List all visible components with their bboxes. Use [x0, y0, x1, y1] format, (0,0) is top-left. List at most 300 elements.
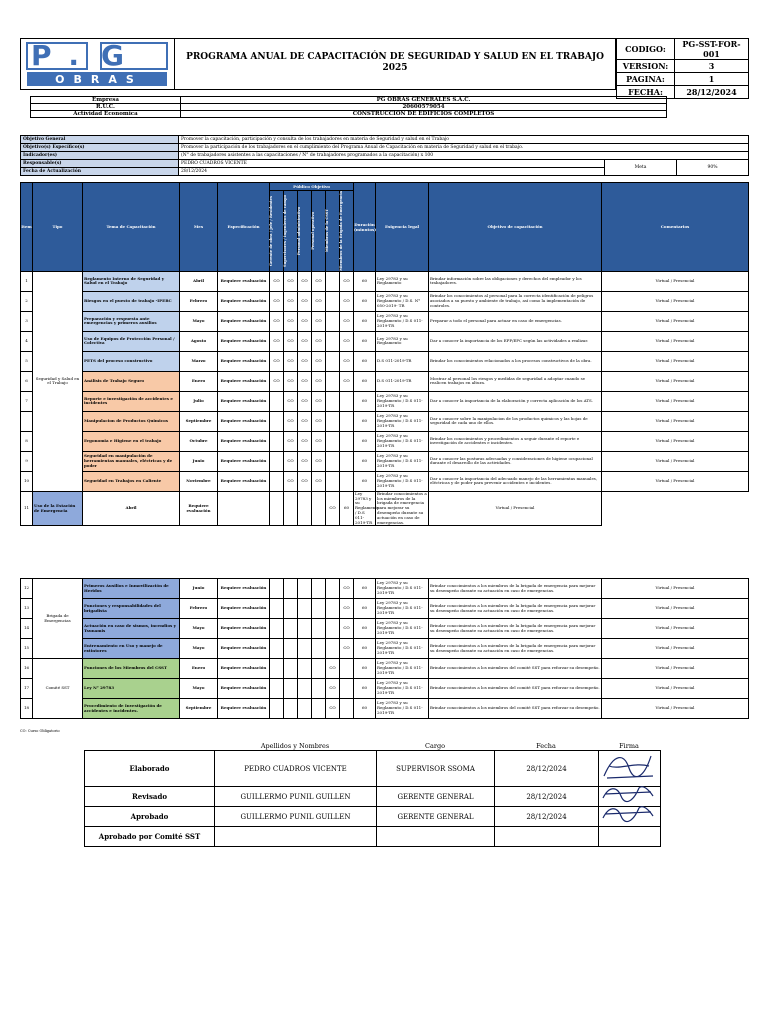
row-tema: Primeros Auxilios e Inmovilización de Heridos	[83, 579, 180, 599]
sig-header-fecha: Fecha	[536, 742, 556, 750]
row-publico-5: CO	[326, 659, 340, 679]
row-publico-5	[326, 579, 340, 599]
fecha-value: 28/12/2024	[675, 86, 749, 99]
row-publico-5	[326, 599, 340, 619]
row-publico-5	[326, 391, 340, 411]
row-publico-3: CO	[298, 351, 312, 371]
row-objetivo: Dar a conocer la importancia del adecuado manejo de las herramientas manuales, eléctricas y de poder para prevenir accidentes e incidentes.	[429, 471, 602, 491]
row-publico-4: CO	[312, 371, 326, 391]
fecha-actualizacion-value: 28/12/2024	[179, 168, 605, 176]
row-objetivo: Brindar conocimientos a los miembros de la brigada de emergencia para mejorar su desempeño durante su actuación en caso de emergencias.	[429, 599, 602, 619]
row-item: 12	[21, 579, 33, 599]
row-duracion: 60	[354, 699, 376, 719]
row-publico-1	[270, 391, 284, 411]
fecha-actualizacion-label: Fecha de Actualización	[21, 168, 179, 176]
row-duracion: 60	[354, 391, 376, 411]
training-table-page-1	[20, 182, 749, 526]
row-publico-3: CO	[298, 271, 312, 291]
table-row	[21, 491, 749, 526]
row-publico-5	[326, 291, 340, 311]
codigo-value: PG-SST-FOR-001	[675, 39, 749, 60]
row-publico-3	[298, 579, 312, 599]
sig-role: Elaborado	[85, 751, 215, 787]
row-publico-3	[284, 491, 298, 526]
row-mes: Mayo	[180, 311, 218, 331]
col-item: Item	[21, 183, 33, 272]
row-mes: Mayo	[180, 639, 218, 659]
row-publico-4: CO	[312, 311, 326, 331]
row-objetivo: Dar a conocer las posturas adecuadas y consideraciones de higiene ocupacional durante el desarrollo de las actividades.	[429, 451, 602, 471]
row-publico-6	[340, 659, 354, 679]
sig-fecha: 28/12/2024	[495, 787, 599, 807]
row-duracion: 60	[354, 271, 376, 291]
row-objetivo: Brindar conocimientos a los miembros de la brigada de emergencia para mejorar su desempeño durante su actuación en caso de emergencias.	[377, 490, 427, 525]
row-publico-2: CO	[284, 291, 298, 311]
row-comentarios: Virtual / Presencial	[602, 351, 749, 371]
row-especificacion: Requiere evaluación	[218, 599, 270, 619]
row-publico-6: CO	[340, 331, 354, 351]
row-publico-1	[270, 579, 284, 599]
col-pub-2: Supervisores / Ingenieros de campo	[283, 194, 287, 267]
row-publico-1: CO	[270, 351, 284, 371]
row-duracion: 60	[354, 579, 376, 599]
col-pub-4: Personal operativo	[311, 212, 315, 250]
row-comentarios: Virtual / Presencial	[602, 391, 749, 411]
sig-cargo	[377, 827, 495, 847]
col-tipo: Tipo	[33, 183, 83, 272]
responsable-label: Responsable(s)	[21, 160, 179, 168]
row-item: 5	[21, 351, 33, 371]
table-row	[21, 619, 749, 639]
row-publico-3: CO	[298, 291, 312, 311]
table-row	[21, 451, 749, 471]
row-publico-2: CO	[284, 411, 298, 431]
row-publico-6	[340, 679, 354, 699]
signatures-header	[84, 742, 660, 750]
row-publico-5	[326, 451, 340, 471]
row-mes: Mayo	[180, 679, 218, 699]
indicador-label: Indicador(es)	[21, 152, 179, 160]
row-comentarios: Virtual / Presencial	[602, 471, 749, 491]
row-exigencia: Ley 29783 y su Reglamento / D.S 011-2019-TR	[376, 311, 429, 331]
signatures-section	[84, 742, 660, 847]
row-objetivo: Brindar conocimientos a los miembros de la brigada de emergencia para mejorar su desempeño durante su actuación en caso de emergencias.	[429, 639, 602, 659]
indicador-value: (N° de trabajadores asistentes a las capacitaciones / N° de trabajadores programados a la capacitación) x 100	[179, 152, 749, 160]
row-item: 3	[21, 311, 33, 331]
row-objetivo: Brindar conocimientos a los miembros del comité SST para reforzar su desempeño.	[429, 699, 602, 719]
row-objetivo: Brindar conocimientos a los miembros de la brigada de emergencia para mejorar su desempeño durante su actuación en caso de emergencias.	[429, 619, 602, 639]
col-tema: Tema de Capacitación	[83, 183, 180, 272]
row-especificacion: Requiere evaluación	[218, 659, 270, 679]
row-item: 1	[21, 271, 33, 291]
table-row	[21, 471, 749, 491]
row-publico-1	[270, 451, 284, 471]
version-value: 3	[675, 60, 749, 73]
row-exigencia: Ley 29783 y su Reglamento / D.S 011-2019-TR	[376, 471, 429, 491]
row-publico-6: CO	[340, 639, 354, 659]
row-mes: Septiembre	[180, 699, 218, 719]
sig-role: Revisado	[85, 787, 215, 807]
row-exigencia: Ley 29783 y su Reglamento / D.S. N° 050-2019- TR	[376, 291, 429, 311]
col-objetivo: Objetivo de capacitación	[429, 183, 602, 272]
meta-label: Meta	[605, 160, 677, 176]
footnote: CO: Curso Obligatorio	[20, 729, 60, 733]
row-publico-6: CO	[340, 291, 354, 311]
table-row	[21, 599, 749, 619]
row-publico-4: CO	[312, 291, 326, 311]
row-objetivo: Mostrar al personal los riesgos y medidas de seguridad a adoptar cuando se realicen trabajos en altura.	[429, 371, 602, 391]
row-item: 13	[21, 599, 33, 619]
sig-role: Aprobado	[85, 807, 215, 827]
row-item: 7	[21, 391, 33, 411]
table-row	[21, 699, 749, 719]
logo-text-bottom: OBRAS	[55, 73, 143, 86]
table-row	[21, 431, 749, 451]
signature-scribble-2	[599, 782, 657, 804]
meta-value: 90%	[677, 160, 749, 176]
row-publico-6: CO	[340, 619, 354, 639]
row-duracion: 60	[354, 291, 376, 311]
row-tema: Riesgos en el puesto de trabajo -IPERC	[83, 291, 180, 311]
row-mes: Enero	[180, 659, 218, 679]
row-comentarios: Virtual / Presencial	[602, 451, 749, 471]
row-publico-5	[326, 619, 340, 639]
sig-cargo: SUPERVISOR SSOMA	[377, 751, 495, 787]
row-especificacion: Requiere evaluación	[218, 639, 270, 659]
row-publico-4	[312, 659, 326, 679]
sig-cargo: GERENTE GENERAL	[377, 807, 495, 827]
ruc-value: 20600579054	[181, 104, 667, 111]
row-duracion: 60	[354, 351, 376, 371]
row-publico-2	[270, 491, 284, 526]
table-row	[21, 639, 749, 659]
row-objetivo: Brindar los conocimientos al personal para la correcta identificación de peligros asociados a su puesto y ambiente de trabajo, así como la implementación de controles.	[429, 291, 602, 311]
sig-fecha: 28/12/2024	[495, 751, 599, 787]
col-comentarios: Comentarios	[602, 183, 749, 272]
pagina-label: PAGINA:	[617, 73, 675, 86]
row-objetivo: Brindar conocimientos a los miembros de la brigada de emergencia para mejorar su desempeño durante su actuación en caso de emergencias.	[429, 579, 602, 599]
row-publico-1: CO	[270, 291, 284, 311]
sig-fecha	[495, 827, 599, 847]
objetivo-general-label: Objetivo General	[21, 136, 179, 144]
row-tema: Entrenamiento en Uso y manejo de extintores	[83, 639, 180, 659]
row-publico-4	[312, 699, 326, 719]
row-comentarios: Virtual / Presencial	[602, 371, 749, 391]
row-publico-4: CO	[312, 391, 326, 411]
ruc-label: R.U.C.	[31, 104, 181, 111]
row-publico-1	[270, 599, 284, 619]
row-comentarios: Virtual / Presencial	[602, 579, 749, 599]
row-publico-4: CO	[312, 451, 326, 471]
table-row	[21, 579, 749, 599]
row-publico-2	[284, 579, 298, 599]
row-comentarios: Virtual / Presencial	[602, 639, 749, 659]
row-duracion: 60	[354, 411, 376, 431]
row-publico-3	[298, 679, 312, 699]
empresa-label: Empresa	[31, 97, 181, 104]
row-publico-3: CO	[298, 411, 312, 431]
row-mes: Septiembre	[180, 411, 218, 431]
signature-row	[85, 787, 661, 807]
row-objetivo: Brindar los conocimientos relacionados a los procesos constructivos de la obra.	[429, 351, 602, 371]
row-exigencia: Ley 29783 y su Reglamento / D.S 011-2019-TR	[376, 431, 429, 451]
row-publico-6	[340, 391, 354, 411]
row-publico-1	[270, 471, 284, 491]
row-publico-6: CO	[326, 491, 340, 526]
table-row	[21, 659, 749, 679]
sig-fecha: 28/12/2024	[495, 807, 599, 827]
row-especificacion: Requiere evaluación	[218, 579, 270, 599]
row-tema: Uso de la Estación de Emergencia	[33, 491, 83, 526]
fecha-label: FECHA:	[617, 86, 675, 99]
row-item: 8	[21, 431, 33, 451]
row-item: 14	[21, 619, 33, 639]
row-tema: Preparación y respuesta ante emergencias y primeros auxilios	[83, 311, 180, 331]
sig-name: PEDRO CUADROS VICENTE	[215, 751, 377, 787]
row-publico-3: CO	[298, 431, 312, 451]
row-objetivo: Dar a conocer la importancia de la elaboración y correcta aplicación de los ATS.	[429, 391, 602, 411]
table-row	[21, 391, 749, 411]
row-mes: Julio	[180, 391, 218, 411]
responsable-value: PEDRO CUADROS VICENTE	[179, 160, 605, 168]
row-tipo: Comité SST	[33, 659, 83, 719]
row-publico-3: CO	[298, 331, 312, 351]
row-especificacion: Requiere evaluación	[218, 351, 270, 371]
row-publico-4	[312, 619, 326, 639]
signature-row	[85, 751, 661, 787]
row-especificacion: Requiere evaluación	[218, 311, 270, 331]
sig-name	[215, 827, 377, 847]
actividad-label: Actividad Economica	[31, 111, 181, 118]
row-exigencia: Ley 29783 y su Reglamento / D.S 011-2019-TR	[376, 639, 429, 659]
logo-text-top: P.G	[31, 39, 146, 72]
row-publico-5	[326, 431, 340, 451]
row-exigencia: Ley 29783 y su Reglamento / D.S 011-2019-TR	[355, 490, 380, 525]
table-row	[21, 411, 749, 431]
empresa-value: PG OBRAS GENERALES S.A.C.	[181, 97, 667, 104]
sig-name: GUILLERMO PUNIL GUILLEN	[215, 807, 377, 827]
sig-role: Aprobado por Comité SST	[85, 827, 215, 847]
row-comentarios: Virtual / Presencial	[602, 291, 749, 311]
row-exigencia: Ley 29783 y su Reglamento / D.S 011-2019-TR	[376, 659, 429, 679]
row-exigencia: Ley 29783 y su Reglamento / D.S 011-2019-TR	[376, 699, 429, 719]
row-publico-4: CO	[312, 271, 326, 291]
row-comentarios: Virtual / Presencial	[602, 679, 749, 699]
row-item: 9	[21, 451, 33, 471]
row-mes: Marzo	[180, 351, 218, 371]
row-tema: Reporte e investigación de accidentes e incidentes	[83, 391, 180, 411]
row-publico-1	[270, 699, 284, 719]
row-publico-6	[340, 411, 354, 431]
row-publico-6	[340, 471, 354, 491]
row-especificacion: Requiere evaluación	[218, 431, 270, 451]
row-item: 10	[21, 471, 33, 491]
row-especificacion: Requiere evaluación	[218, 471, 270, 491]
row-publico-2	[284, 659, 298, 679]
row-publico-1: CO	[270, 371, 284, 391]
row-publico-6: CO	[340, 271, 354, 291]
table-row	[21, 679, 749, 699]
row-comentarios: Virtual / Presencial	[602, 311, 749, 331]
sig-header-firma: Firma	[619, 742, 639, 750]
row-publico-6: CO	[340, 351, 354, 371]
row-mes: Octubre	[180, 431, 218, 451]
document-title	[175, 38, 616, 90]
row-publico-1	[270, 619, 284, 639]
row-mes: Noviembre	[180, 471, 218, 491]
row-exigencia: Ley 29783 y su Reglamento / D.S 011-2019-TR	[376, 579, 429, 599]
col-pub-6: Miembros de la Brigada de Emergencia	[339, 191, 343, 271]
row-mes: Agosto	[180, 331, 218, 351]
table-row	[21, 271, 749, 291]
row-exigencia: D.S 011-2019-TR	[376, 371, 429, 391]
row-publico-5	[312, 491, 326, 526]
row-especificacion: Requiere evaluación	[218, 699, 270, 719]
signature-row	[85, 807, 661, 827]
row-publico-2: CO	[284, 331, 298, 351]
row-publico-1	[270, 679, 284, 699]
row-comentarios: Virtual / Presencial	[602, 411, 749, 431]
col-publico-objetivo: Público Objetivo	[270, 183, 354, 191]
company-info-table	[30, 96, 667, 118]
row-duracion: 60	[354, 619, 376, 639]
title-line-2: 2025	[382, 63, 408, 73]
actividad-value: CONSTRUCCION DE EDIFICIOS COMPLETOS	[181, 111, 667, 118]
row-publico-4	[298, 491, 312, 526]
row-publico-6	[340, 451, 354, 471]
row-tema: Procedimiento de Investigación de accidentes e incidentes.	[83, 699, 180, 719]
row-exigencia: Ley 29783 y su Reglamento / D.S 011-2019-TR	[376, 451, 429, 471]
row-publico-1: CO	[270, 311, 284, 331]
row-duracion: 60	[354, 451, 376, 471]
row-especificacion: Requiere evaluación	[218, 271, 270, 291]
row-publico-4: CO	[312, 411, 326, 431]
row-tipo: Brigada de Emergencias	[33, 579, 83, 659]
row-publico-2	[284, 599, 298, 619]
row-comentarios: Virtual / Presencial	[602, 599, 749, 619]
row-publico-2: CO	[284, 271, 298, 291]
objectives-table	[20, 135, 749, 176]
row-publico-3	[298, 619, 312, 639]
row-publico-6	[340, 431, 354, 451]
pagina-value: 1	[675, 73, 749, 86]
row-publico-2	[284, 679, 298, 699]
row-publico-5	[326, 351, 340, 371]
row-item: 15	[21, 639, 33, 659]
row-publico-4: CO	[312, 331, 326, 351]
row-mes: Febrero	[180, 291, 218, 311]
row-duracion: 60	[354, 311, 376, 331]
col-duracion: Duración (minutos)	[354, 183, 376, 272]
row-item: 4	[21, 331, 33, 351]
row-publico-4	[312, 599, 326, 619]
row-publico-1: CO	[270, 271, 284, 291]
row-tema: Reglamento Interno de Seguridad y Salud en el Trabajo	[83, 271, 180, 291]
row-objetivo: Brindar conocimientos a los miembros del comité SST para reforzar su desempeño.	[429, 679, 602, 699]
row-publico-6: CO	[340, 599, 354, 619]
row-item	[21, 411, 33, 431]
table-row	[21, 351, 749, 371]
row-publico-2	[284, 619, 298, 639]
row-publico-6	[340, 699, 354, 719]
row-duracion: 60	[354, 471, 376, 491]
row-comentarios: Virtual / Presencial	[602, 431, 749, 451]
row-especificacion: Requiere evaluación	[218, 679, 270, 699]
version-label: VERSION:	[617, 60, 675, 73]
row-exigencia: Ley 29783 y su Reglamento / D.S 011-2019-TR	[376, 599, 429, 619]
row-duracion: 60	[340, 491, 354, 526]
row-publico-6: CO	[340, 579, 354, 599]
col-mes: Mes	[180, 183, 218, 272]
row-publico-1	[270, 639, 284, 659]
objetivo-especifico-value: Promover la participación de los trabajadores en el cumplimiento del Programa Anual de Capacitación en materia de Seguridad y salud en el trabajo.	[179, 144, 749, 152]
table-row	[21, 311, 749, 331]
row-publico-4: CO	[312, 351, 326, 371]
row-publico-2	[284, 699, 298, 719]
row-publico-5	[326, 331, 340, 351]
row-mes: Febrero	[180, 599, 218, 619]
row-exigencia: Ley 29783 y su Reglamento / D.S 011-2019-TR	[376, 679, 429, 699]
title-line-1: PROGRAMA ANUAL DE CAPACITACIÓN DE SEGURIDAD Y SALUD EN EL TRABAJO	[186, 52, 604, 62]
row-tema: Funciones de los Miembros del CSST	[83, 659, 180, 679]
row-objetivo: Dar a conocer sobre la manipulacion de los productos quimicos y las hojas de seguridad de cada uno de ellos.	[429, 411, 602, 431]
sig-header-cargo: Cargo	[424, 742, 446, 750]
signature-scribble-1	[599, 748, 657, 784]
row-publico-3: CO	[298, 391, 312, 411]
signature-scribble-3	[599, 802, 657, 824]
row-especificacion: Requiere evaluación	[218, 451, 270, 471]
row-tema: Seguridad en manipulación de herramientas manuales, eléctricas y de poder	[83, 451, 180, 471]
row-objetivo: Preparar a todo el personal para actuar en caso de emergencias.	[429, 311, 602, 331]
row-publico-4: CO	[312, 471, 326, 491]
row-exigencia: D.S 011-2019-TR	[376, 351, 429, 371]
document-header	[20, 38, 748, 97]
row-especificacion: Requiere evaluación	[180, 491, 218, 526]
row-publico-6: CO	[340, 371, 354, 391]
row-publico-3: CO	[298, 451, 312, 471]
row-duracion: 60	[354, 599, 376, 619]
row-item: 16	[21, 659, 33, 679]
table-row	[21, 291, 749, 311]
table-row	[21, 371, 749, 391]
col-pub-1: Gerente de obra / Jefe / Residentes	[269, 195, 273, 266]
row-exigencia: Ley 29783 y su Reglamento / D.S 011-2019-TR	[376, 411, 429, 431]
training-table-page-2	[20, 578, 749, 719]
row-mes: Junio	[180, 579, 218, 599]
row-publico-3	[298, 639, 312, 659]
row-duracion: 60	[354, 431, 376, 451]
row-comentarios: Virtual / Presencial	[602, 619, 749, 639]
row-publico-1: CO	[270, 331, 284, 351]
row-publico-1	[218, 491, 270, 526]
col-pub-5: Miembros de la CSST	[325, 209, 329, 253]
objetivo-general-value: Promover la capacitación, participación y consulta de los trabajadores en materia de Seguridad y salud en el Trabajo	[179, 136, 749, 144]
sig-name: GUILLERMO PUNIL GUILLEN	[215, 787, 377, 807]
row-publico-5: CO	[326, 699, 340, 719]
row-comentarios: Virtual / Presencial	[602, 331, 749, 351]
row-publico-2: CO	[284, 351, 298, 371]
row-especificacion: Requiere evaluación	[218, 331, 270, 351]
row-tema: Ley N° 29783	[83, 679, 180, 699]
row-exigencia: Ley 29783 y su Reglamento	[376, 271, 429, 291]
row-objetivo: Brindar conocimientos a los miembros del comité SST para reforzar su desempeño.	[429, 659, 602, 679]
row-publico-2	[284, 639, 298, 659]
table-row	[21, 331, 749, 351]
row-tema: Manipulacion de Productos Quimicos	[83, 411, 180, 431]
row-publico-2: CO	[284, 391, 298, 411]
company-logo	[20, 38, 175, 90]
row-mes: Junio	[180, 451, 218, 471]
